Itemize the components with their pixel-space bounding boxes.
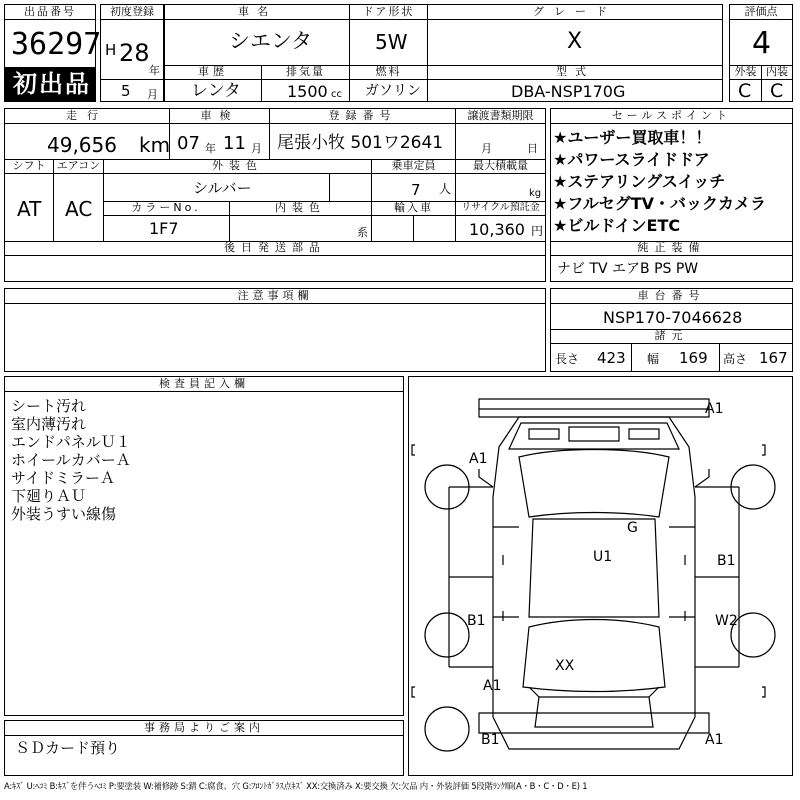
width-value: 169 xyxy=(679,349,708,367)
capacity-unit: 人 xyxy=(439,182,452,196)
length-value: 423 xyxy=(597,349,626,367)
damage-mark-corner-left: A1 xyxy=(483,678,502,694)
load-label: 最大積載量 xyxy=(455,159,545,174)
mileage-label: 走行 xyxy=(5,109,169,124)
first-listing-text: 初出品 xyxy=(13,70,91,98)
width-label: 幅 xyxy=(647,352,660,366)
office-value: ＳＤカード預り xyxy=(15,739,121,757)
capacity-label: 乗車定員 xyxy=(371,159,455,174)
transfer-day-unit: 日 xyxy=(527,142,538,155)
car-diagram-svg xyxy=(409,377,792,775)
damage-mark-trunk: XX xyxy=(555,658,575,674)
first-reg-year: 28 xyxy=(119,39,150,67)
shift-value: AT xyxy=(17,197,42,221)
damage-mark-roof: U1 xyxy=(593,549,613,565)
sales-point-item: ★ステアリングスイッチ xyxy=(553,172,726,191)
import-label: 輸入車 xyxy=(371,201,455,216)
mileage-value: 49,656 xyxy=(47,133,117,157)
height-label: 高さ xyxy=(723,352,748,366)
inspector-item: サイドミラーＡ xyxy=(11,469,115,487)
lot-box xyxy=(4,4,102,102)
aircon-value: AC xyxy=(65,197,93,221)
inspector-list xyxy=(11,397,391,523)
aircon-label: エアコン xyxy=(53,159,103,174)
legend-text: A:ｷｽﾞ U:ﾍｺﾐ B:ｷｽﾞを伴うﾍｺﾐ P:要塗装 W:補修跡 S:錆 C:腐食、穴 G:ﾌﾛﾝﾄｶﾞﾗｽ点ｷｽﾞ XX:交換済み X:要交換 欠:欠品 内・外装評価 5段階ﾗﾝｸ順(A・B・C・D・E) 1 xyxy=(4,781,588,791)
sales-points-label: セールスポイント xyxy=(551,109,792,124)
inspector-item: 室内薄汚れ xyxy=(11,415,87,433)
first-listing-badge xyxy=(5,67,95,101)
mileage-unit: km xyxy=(139,133,171,157)
interior-color-unit: 系 xyxy=(357,226,368,239)
model-value: DBA-NSP170G xyxy=(511,82,626,101)
history-label: 車歴 xyxy=(165,65,261,80)
registration-value: 尾張小牧 501ワ2641 xyxy=(277,133,444,153)
sales-point-item: ★フルセグTV・バックカメラ xyxy=(553,194,767,213)
equipment-label: 純正装備 xyxy=(551,241,792,256)
later-parts-label: 後日発送部品 xyxy=(5,241,545,256)
shift-label: シフト xyxy=(5,159,53,174)
inspection-year: 07 xyxy=(177,133,200,154)
score-value: 4 xyxy=(752,26,772,61)
recycle-unit: 円 xyxy=(531,224,544,238)
inspector-item: 外装うすい線傷 xyxy=(11,505,117,523)
color-no-label: カラーNo. xyxy=(103,201,229,216)
fuel-label: 燃料 xyxy=(349,65,427,80)
damage-mark-glass: G xyxy=(627,520,638,536)
displacement-label: 排気量 xyxy=(261,65,349,80)
first-reg-box xyxy=(100,4,164,102)
sales-points-box xyxy=(550,108,793,282)
car-name-label: 車名 xyxy=(165,5,349,20)
score-int-label: 内装 xyxy=(761,65,792,80)
displacement-unit: cc xyxy=(331,89,342,100)
recycle-label: リサイクル預託金 xyxy=(455,201,545,216)
score-int-value: C xyxy=(770,80,784,102)
inspector-item: エンドパネルＵ１ xyxy=(11,433,131,451)
dimensions-label: 諸元 xyxy=(551,329,792,344)
inspector-item: シート汚れ xyxy=(11,397,87,415)
transfer-month-unit: 月 xyxy=(481,142,492,155)
sales-point-item: ★ユーザー買取車！！ xyxy=(553,128,712,147)
registration-label: 登録番号 xyxy=(269,109,455,124)
color-no-value: 1F7 xyxy=(149,219,179,238)
mileage-block xyxy=(4,108,546,282)
sales-point-item: ★パワースライドドア xyxy=(553,150,710,169)
notes-label: 注意事項欄 xyxy=(5,289,545,304)
damage-mark-front-left: A1 xyxy=(469,451,488,467)
grade-value: X xyxy=(567,29,583,54)
first-reg-month-unit: 月 xyxy=(147,88,158,101)
height-value: 167 xyxy=(759,349,788,367)
office-box xyxy=(4,720,404,776)
lot-number: 36297 xyxy=(11,27,102,62)
history-value: レンタ xyxy=(191,81,241,101)
office-label: 事務局よりご案内 xyxy=(5,721,403,736)
interior-color-label: 内装色 xyxy=(229,201,371,216)
exterior-color-label: 外装色 xyxy=(103,159,371,174)
inspection-label: 車検 xyxy=(169,109,269,124)
lot-label: 出品番号 xyxy=(5,5,95,20)
score-box xyxy=(729,4,793,102)
inspection-year-unit: 年 xyxy=(205,142,216,155)
capacity-value: 7 xyxy=(411,181,421,199)
length-label: 長さ xyxy=(555,352,580,366)
first-reg-year-unit: 年 xyxy=(149,64,160,77)
chassis-value: NSP170-7046628 xyxy=(603,308,743,327)
grade-label: グレード xyxy=(427,5,722,20)
damage-mark-bottom-left: B1 xyxy=(481,732,500,748)
door-value: 5W xyxy=(375,30,408,54)
displacement-value: 1500 xyxy=(287,82,328,101)
damage-mark-bottom-right: A1 xyxy=(705,732,724,748)
damage-mark-top-right: A1 xyxy=(705,401,724,417)
inspection-month: 11 xyxy=(223,133,246,154)
inspector-label: 検査員記入欄 xyxy=(5,377,403,392)
vehicle-info-box xyxy=(164,4,723,102)
sales-points-list xyxy=(553,127,791,237)
model-label: 型式 xyxy=(427,65,722,80)
damage-mark-rear-left: B1 xyxy=(467,613,486,629)
chassis-box xyxy=(550,288,793,372)
score-ext-value: C xyxy=(738,80,752,102)
damage-mark-front-right: W2 xyxy=(715,613,738,629)
equipment-value: ナビ TV エアB PS PW xyxy=(557,261,699,277)
exterior-color-value: シルバー xyxy=(193,179,252,197)
door-label: ドア形状 xyxy=(349,5,427,20)
notes-box xyxy=(4,288,546,372)
chassis-label: 車台番号 xyxy=(551,289,792,304)
sales-point-item: ★ビルドインETC xyxy=(553,216,681,235)
car-diagram xyxy=(408,376,793,776)
recycle-value: 10,360 xyxy=(469,220,525,239)
inspection-month-unit: 月 xyxy=(251,142,262,155)
fuel-value: ガソリン xyxy=(365,83,421,99)
damage-mark-rear-right: B1 xyxy=(717,553,736,569)
score-ext-label: 外装 xyxy=(730,65,761,80)
first-reg-era: H xyxy=(105,41,117,59)
inspector-box xyxy=(4,376,404,716)
transfer-label: 譲渡書類期限 xyxy=(455,109,545,124)
inspector-item: 下廻りＡＵ xyxy=(11,487,87,505)
score-label: 評価点 xyxy=(730,5,792,20)
first-reg-month: 5 xyxy=(121,82,131,100)
first-reg-label: 初度登録 xyxy=(101,5,163,20)
load-unit: kg xyxy=(529,188,542,199)
car-name-value: シエンタ xyxy=(229,29,313,53)
inspector-item: ホイールカバーＡ xyxy=(11,451,131,469)
